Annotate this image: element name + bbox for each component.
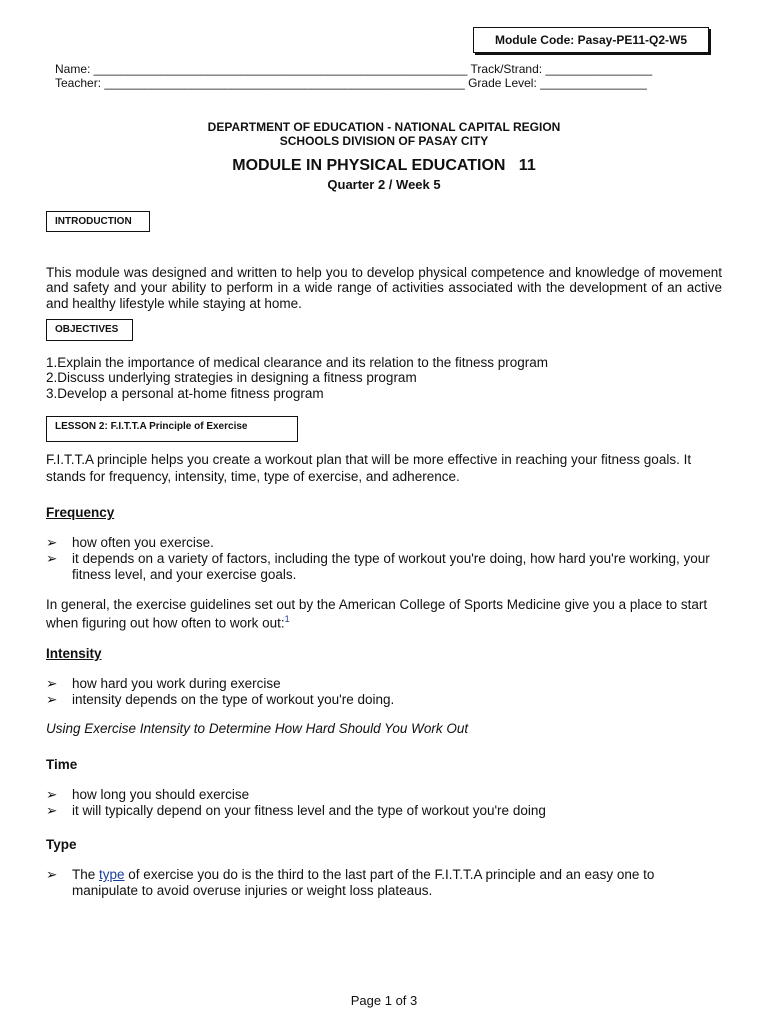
intensity-heading: Intensity	[46, 646, 102, 661]
bullet-arrow-icon: ➢	[46, 692, 58, 707]
bullet-arrow-icon: ➢	[46, 787, 58, 802]
list-item: ➢ how long you should exercise	[46, 787, 250, 802]
intensity-bullets	[46, 676, 722, 708]
list-item: ➢ how often you exercise.	[46, 535, 214, 550]
module-title: MODULE IN PHYSICAL EDUCATION 11	[232, 157, 536, 174]
list-item: ➢ it will typically depend on your fitness level and the type of workout you're doing	[46, 803, 546, 818]
department-heading: DEPARTMENT OF EDUCATION - NATIONAL CAPITAL REGION	[207, 120, 561, 134]
list-item: ➢ how hard you work during exercise	[46, 676, 281, 691]
bullet-arrow-icon: ➢	[46, 803, 58, 818]
introduction-label-box: INTRODUCTION	[46, 211, 150, 232]
quarter-week: Quarter 2 / Week 5	[327, 177, 441, 192]
objective-item: 3.Develop a personal at-home fitness program	[46, 385, 324, 401]
list-item: ➢ intensity depends on the type of workout you're doing.	[46, 692, 395, 707]
bullet-arrow-icon: ➢	[46, 676, 58, 691]
frequency-heading: Frequency	[46, 505, 115, 520]
division-heading: SCHOOLS DIVISION OF PASAY CITY	[279, 134, 489, 148]
frequency-bullets	[46, 535, 722, 583]
bullet-arrow-icon: ➢	[46, 535, 58, 550]
bullet-arrow-icon: ➢	[46, 867, 58, 882]
list-item: ➢ The type of exercise you do is the third to the last part of the F.I.T.T.A principle and an easy one to manipulate to avoid overuse injuries or weight loss plateaus.	[46, 867, 655, 898]
type-heading: Type	[46, 837, 77, 852]
type-bullets	[46, 867, 722, 899]
name-field-line: Name: ________________________________________________________ Track/Strand: ________________	[55, 62, 653, 76]
page-number: Page 1 of 3	[350, 993, 418, 1008]
objectives-list	[46, 355, 722, 401]
module-code-box: Module Code: Pasay-PE11-Q2-W5	[473, 27, 709, 53]
time-bullets	[46, 787, 722, 819]
lesson-label-box: LESSON 2: F.I.T.T.A Principle of Exercise	[46, 416, 298, 442]
intensity-italic-line: Using Exercise Intensity to Determine How Hard Should You Work Out	[46, 721, 469, 736]
bullet-arrow-icon: ➢	[46, 551, 58, 566]
objective-item: 2.Discuss underlying strategies in designing a fitness program	[46, 370, 417, 386]
frequency-paragraph: In general, the exercise guidelines set out by the American College of Sports Medicine give you a place to start when figuring out how often to work out:$^1$	[46, 597, 708, 631]
objectives-label-box: OBJECTIVES	[46, 319, 133, 341]
list-item: ➢ it depends on a variety of factors, including the type of workout you're doing, how hard you're working, your fitness level, and your exercise goals.	[46, 551, 710, 582]
teacher-field-line: Teacher: ______________________________________________________ Grade Level: ________________	[55, 76, 647, 90]
time-heading: Time	[46, 757, 78, 772]
objective-item: 1.Explain the importance of medical clearance and its relation to the fitness program	[46, 355, 549, 370]
type-link[interactable]: type	[99, 867, 125, 882]
introduction-text: This module was designed and written to help you to develop physical competence and knowledge of movement and safety and your ability to perform in a wide range of activities associated with the development of an active and healthy lifestyle while staying at home.	[46, 265, 722, 311]
lesson-intro-text: F.I.T.T.A principle helps you create a workout plan that will be more effective in reaching your fitness goals. It stands for frequency, intensity, time, type of exercise, and adherence.	[46, 452, 692, 484]
footnote-link[interactable]: 1	[284, 614, 290, 625]
